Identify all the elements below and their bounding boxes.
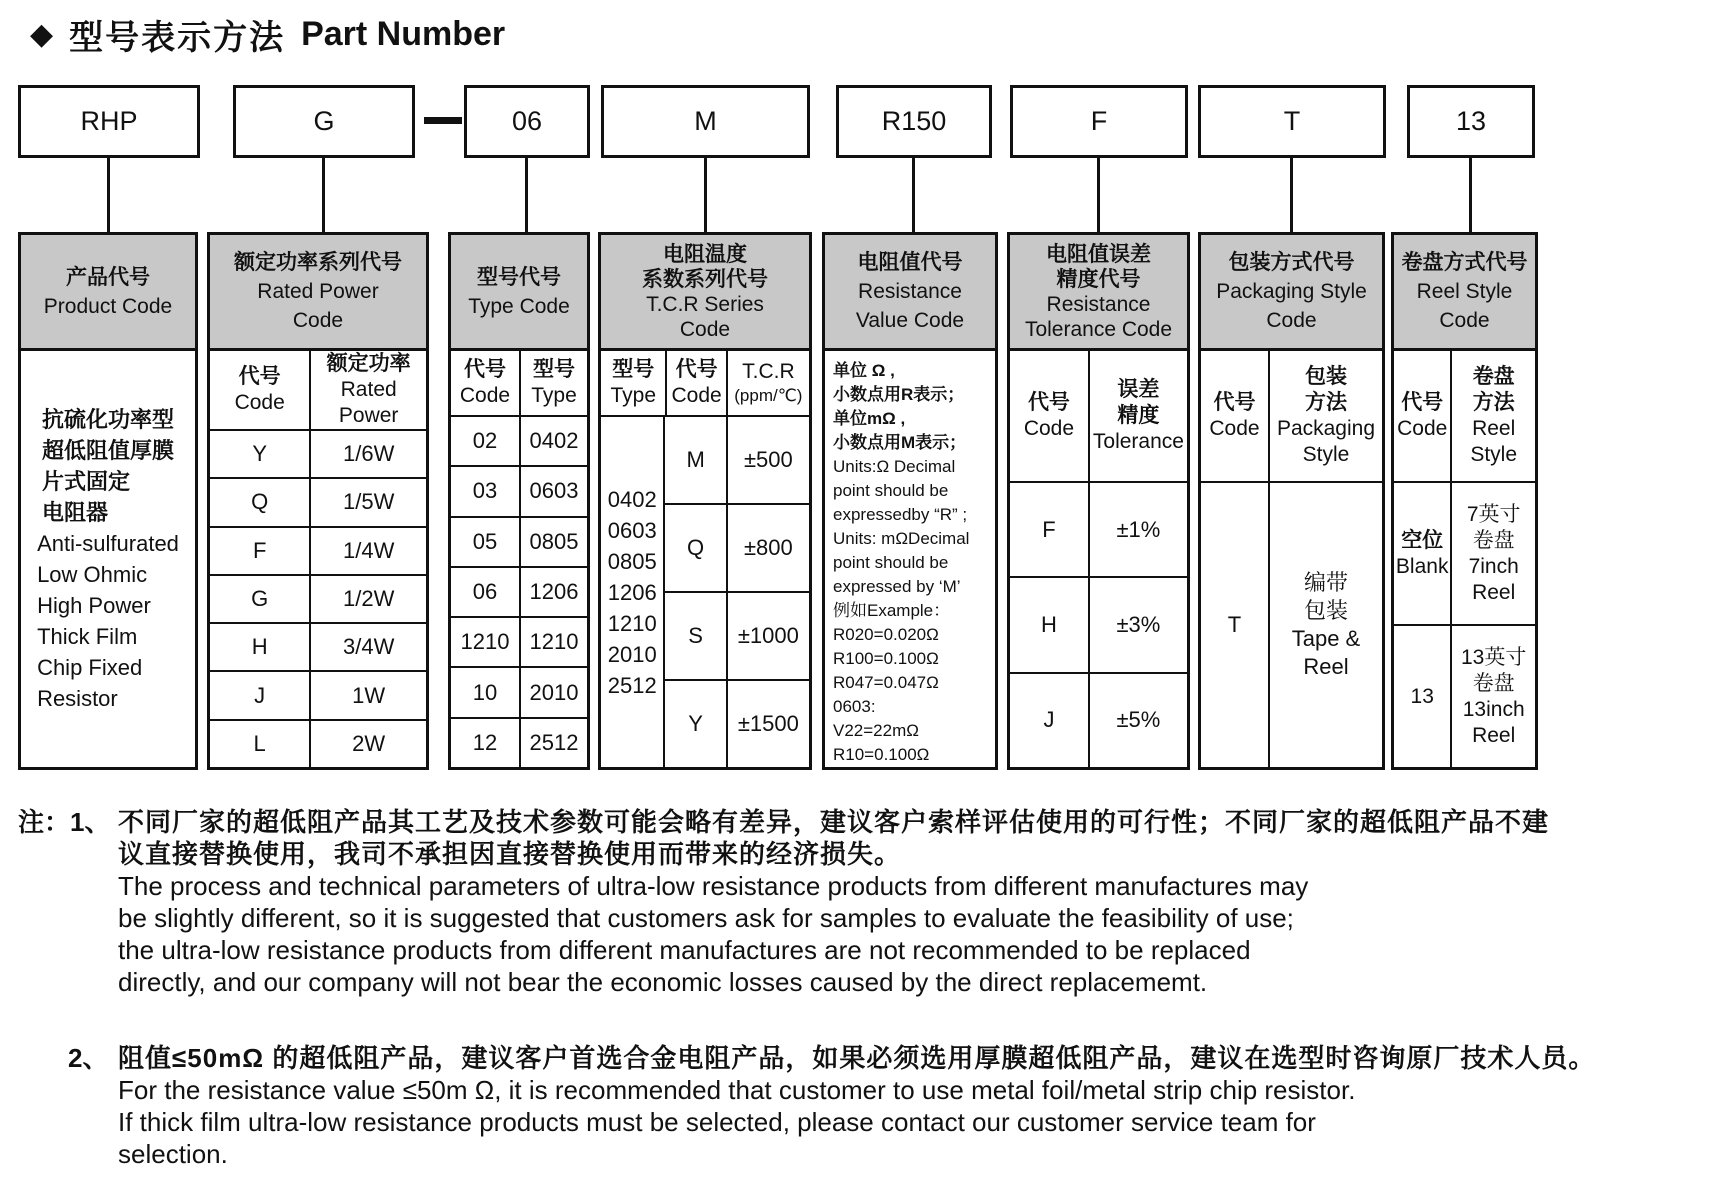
header-cn: 产品代号	[66, 265, 150, 289]
header-cn: 精度代号	[1056, 267, 1141, 291]
table-row: 13 13英寸 卷盘 13inch Reel	[1394, 624, 1535, 767]
header-en: Rated Power	[257, 280, 379, 303]
table-row: F ±1%	[1010, 483, 1187, 576]
table-row: 1210 1210	[451, 616, 587, 666]
header-en: Code	[1266, 309, 1317, 332]
table-row: S ±1000	[665, 591, 809, 679]
connector-line	[704, 157, 707, 234]
value-label-cn: 包装	[1304, 365, 1347, 388]
resistance-notes-en: Units:Ω Decimal point should be expressedby “R” ; Units: mΩDecimal point should be expressed by ‘M’ 例如Example： R020=0.020Ω R100=0.100Ω R047=0.047Ω 0603: V22=22mΩ R10=0.100Ω	[833, 457, 970, 764]
table-row: H 3/4W	[210, 622, 426, 670]
tcr-label: T.C.R	[742, 360, 795, 383]
header-en: Resistance	[1046, 292, 1151, 316]
reel-method: 13英寸 卷盘 13inch Reel	[1450, 626, 1535, 767]
code-label-en: Code	[234, 391, 285, 414]
code-label-cn: 代号	[238, 365, 281, 388]
header-en: Code	[679, 317, 731, 341]
table-row: 空位 Blank 7英寸 卷盘 7inch Reel	[1394, 483, 1535, 624]
packaging-header	[1201, 235, 1382, 351]
part-box-reel: 13	[1407, 85, 1535, 158]
reel-method: 7英寸 卷盘 7inch Reel	[1450, 483, 1535, 624]
product-description-cn: 抗硫化功率型 超低阻值厚膜 片式固定 电阻器	[41, 407, 174, 525]
header-en: Code	[292, 309, 344, 332]
header-en: Tolerance Code	[1024, 317, 1173, 341]
code-label-en: Code	[1023, 417, 1075, 440]
resistance-value-header	[825, 235, 995, 351]
table-row: L 2W	[210, 719, 426, 767]
product-code-column	[18, 232, 198, 770]
table-row: T 编带 包装 Tape & Reel	[1201, 483, 1382, 767]
note-2-body: 阻值≤50mΩ 的超低阻产品，建议客户首选合金电阻产品，如果必须选用厚膜超低阻产品，建议在选型时咨询原厂技术人员。 For the resistance value ≤50m Ω, it is recommended that customer to use metal foil/metal strip chip resistor. If thick film ultra-low resistance products must be selected, please contact our customer service team for selection.	[118, 1043, 1596, 1169]
header-en: Reel Style	[1416, 280, 1513, 303]
code-label-cn: 代号	[1213, 391, 1256, 414]
table-row: Q 1/5W	[210, 477, 426, 525]
note-1-label: 注：1、	[18, 807, 111, 837]
notes-section	[18, 806, 1723, 1170]
connector-line	[525, 157, 528, 234]
table-row: Y 1/6W	[210, 431, 426, 477]
header-en: Packaging Style	[1216, 280, 1367, 303]
header-cn: 电阻值代号	[857, 251, 963, 274]
note-1	[18, 806, 1723, 998]
tolerance-subheader	[1010, 351, 1187, 483]
packaging-rows	[1201, 483, 1382, 767]
table-row: M ±500	[665, 417, 809, 503]
type-code-rows	[451, 417, 587, 767]
code-label-en: Code	[459, 384, 511, 407]
type-label-en: Type	[610, 384, 656, 407]
note-1-body: 不同厂家的超低阻产品其工艺及技术参数可能会略有差异，建议客户索样评估使用的可行性；不同厂家的超低阻产品不建 议直接替换使用，我司不承担因直接替换使用而带来的经济损失。 The process and technical parameters of ultra-low resistance products from different manufactures may be slightly different, so it is suggested that customers ask for samples to evaluate the feasibility of use; the ultra-low resistance products from different manufactures are not recommended to be replaced directly, and our company will not bear the economic losses caused by the direct replacememt.	[118, 807, 1550, 997]
type-code-header	[451, 235, 587, 351]
page-title-cn: 型号表示方法	[69, 19, 286, 57]
table-row: Q ±800	[665, 503, 809, 591]
tcr-unit: (ppm/℃)	[734, 386, 803, 405]
header-cn: 卷盘方式代号	[1401, 251, 1528, 274]
code-label-en: Code	[1209, 417, 1260, 440]
tcr-type-list: 0402 0603 0805 1206 1210 2010 2512	[601, 417, 665, 767]
code-label-cn: 代号	[675, 358, 718, 381]
packaging-column	[1198, 232, 1385, 770]
part-box-packaging: T	[1198, 85, 1386, 158]
reel-subheader	[1394, 351, 1535, 483]
part-box-tcr: M	[601, 85, 810, 158]
tcr-body	[601, 417, 809, 767]
table-row: J ±5%	[1010, 672, 1187, 767]
page-title-en: Part Number	[301, 15, 506, 53]
reel-rows	[1394, 483, 1535, 767]
value-label-en: Type	[531, 384, 577, 407]
header-cn: 包装方式代号	[1228, 251, 1355, 274]
header-cn: 电阻温度	[663, 242, 747, 266]
product-description-en: Anti-sulfurated Low Ohmic High Power Thick Film Chip Fixed Resistor	[37, 531, 179, 711]
value-label-cn: 方法	[1472, 391, 1515, 414]
value-label-cn: 卷盘	[1472, 365, 1515, 388]
page-title	[30, 10, 505, 59]
table-row: G 1/2W	[210, 574, 426, 622]
table-row: 06 1206	[451, 566, 587, 616]
tolerance-column	[1007, 232, 1190, 770]
tcr-series-column	[598, 232, 812, 770]
value-label-en: Style	[1302, 443, 1350, 466]
header-cn: 系数系列代号	[642, 267, 768, 291]
resistance-value-column	[822, 232, 998, 770]
table-row: Y ±1500	[665, 679, 809, 767]
value-label-cn: 额定功率	[326, 352, 411, 375]
header-cn: 电阻值误差	[1046, 242, 1151, 266]
table-row: 03 0603	[451, 465, 587, 515]
reel-column	[1391, 232, 1538, 770]
table-row: H ±3%	[1010, 576, 1187, 671]
value-label-en: Rated Power	[338, 378, 399, 427]
header-cn: 型号代号	[477, 265, 561, 289]
header-en: Type Code	[468, 294, 570, 318]
product-code-header	[21, 235, 195, 351]
rated-power-header	[210, 235, 426, 351]
connector-line	[1290, 157, 1293, 234]
part-box-resistance: R150	[836, 85, 992, 158]
table-row: 05 0805	[451, 516, 587, 566]
connector-line	[107, 157, 110, 234]
header-en: Code	[1439, 309, 1490, 332]
reel-header	[1394, 235, 1535, 351]
type-label-cn: 型号	[612, 358, 655, 381]
note-2-label: 2、	[68, 1043, 109, 1073]
connector-line	[1469, 157, 1472, 234]
part-box-type: 06	[464, 85, 590, 158]
rated-power-column	[207, 232, 429, 770]
part-box-tolerance: F	[1010, 85, 1188, 158]
part-box-product: RHP	[18, 85, 200, 158]
value-label-en: Reel	[1472, 417, 1516, 440]
value-label-en: Tolerance	[1092, 430, 1184, 453]
header-en: Resistance	[858, 280, 962, 303]
header-en: T.C.R Series	[646, 292, 764, 316]
tolerance-header	[1010, 235, 1187, 351]
value-label-en: Packaging	[1276, 417, 1376, 440]
value-label-cn: 型号	[533, 358, 575, 381]
connector-line	[322, 157, 325, 234]
code-label-cn: 代号	[1027, 391, 1070, 414]
packaging-method: 编带 包装 Tape & Reel	[1268, 483, 1382, 767]
value-label-cn: 误差	[1117, 378, 1160, 401]
header-en: Product Code	[43, 294, 173, 318]
value-label-cn: 精度	[1117, 404, 1160, 427]
part-box-power: G	[233, 85, 415, 158]
packaging-subheader	[1201, 351, 1382, 483]
connector-line	[912, 157, 915, 234]
table-row: 02 0402	[451, 417, 587, 465]
table-row: 12 2512	[451, 717, 587, 767]
table-row: J 1W	[210, 670, 426, 718]
tolerance-rows	[1010, 483, 1187, 767]
tcr-series-header	[601, 235, 809, 351]
type-code-column	[448, 232, 590, 770]
code-label-cn: 代号	[1401, 391, 1444, 414]
product-description	[21, 351, 195, 767]
header-en: Value Code	[855, 309, 965, 332]
type-code-subheader	[451, 351, 587, 417]
note-2	[18, 1042, 1723, 1170]
resistance-notes-cn: 单位 Ω , 小数点用R表示； 单位mΩ , 小数点用M表示；	[833, 361, 967, 452]
diamond-bullet-icon: ◆	[30, 18, 54, 51]
dash-separator	[424, 117, 462, 124]
tcr-subheader	[601, 351, 809, 417]
table-row: F 1/4W	[210, 526, 426, 574]
header-cn: 额定功率系列代号	[234, 251, 402, 274]
code-label-en: Code	[671, 384, 722, 407]
code-label-en: Code	[1397, 417, 1448, 440]
resistance-value-notes	[825, 351, 995, 767]
rated-power-subheader	[210, 351, 426, 431]
value-label-cn: 方法	[1304, 391, 1347, 414]
code-label-cn: 代号	[464, 358, 506, 381]
value-label-en: Style	[1470, 443, 1518, 466]
table-row: 10 2010	[451, 666, 587, 716]
rated-power-rows	[210, 431, 426, 767]
connector-line	[1097, 157, 1100, 234]
tcr-rows	[665, 417, 809, 767]
